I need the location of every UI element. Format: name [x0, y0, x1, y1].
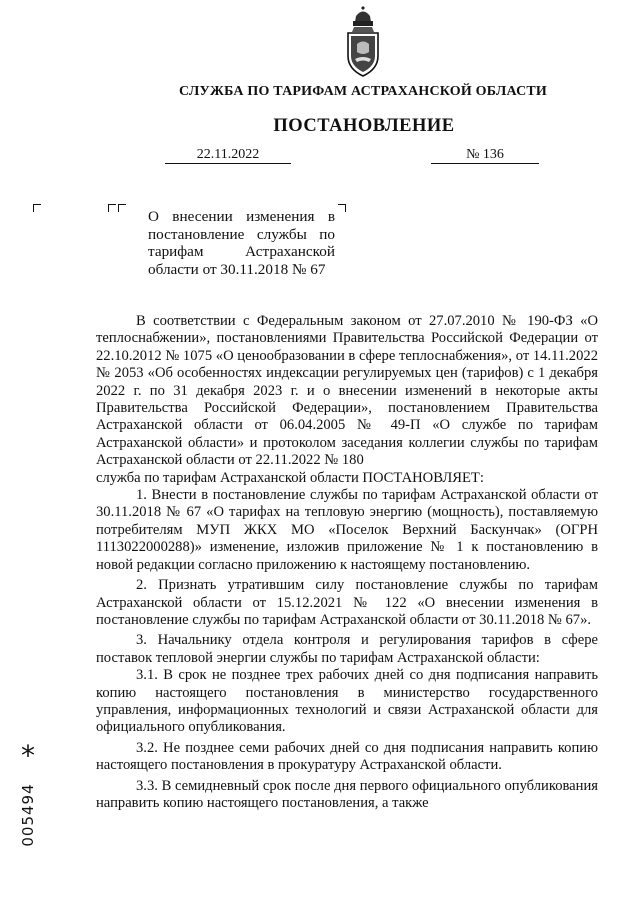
clause-3: 3. Начальнику отдела контроля и регулирования тарифов в сфере поставок тепловой энергии службы по тарифам Астраханской области: — [96, 632, 598, 666]
clause-1: 1. Внести в постановление службы по тарифам Астраханской области от 30.11.2018 № 67 «О тарифах на тепловую энергию (мощность), поставляемую потребителям МУП ЖКХ МО «Поселок Верхний Баскунчак» (ОГРН 1113022000288)» изменение, изложив приложение № 1 к постановлению в новой редакции согласно приложению к настоящему постановлению. — [96, 487, 598, 573]
margin-star: * — [21, 739, 35, 772]
clause-3-3: 3.3. В семидневный срок после дня первого официального опубликования направить копию настоящего постановления, а также — [96, 777, 598, 811]
document-number: № 136 — [431, 147, 539, 164]
margin-serial-code: 005494 — [19, 783, 37, 847]
corner-mark — [33, 204, 41, 212]
clause-3-2: 3.2. Не позднее семи рабочих дней со дня подписания направить копию настоящего постановления в прокуратуру Астраханской области. — [96, 739, 598, 774]
document-body — [96, 313, 598, 812]
clause-3-1: 3.1. В срок не позднее трех рабочих дней со дня подписания направить копию настоящего постановления в министерство государственного управления, информационных технологий и связи Астраханской области для официального опубликования. — [96, 667, 598, 736]
corner-mark — [108, 204, 116, 212]
preamble-paragraph: В соответствии с Федеральным законом от 27.07.2010 № 190-ФЗ «О теплоснабжении», постановлениями Правительства Российской Федерации от 22.10.2012 № 1075 «О ценообразовании в сфере теплоснабжения», от 14.11.2022 № 2053 «Об особенностях индексации регулируемых цен (тарифов) с 1 декабря 2022 г. по 31 декабря 2023 г. и о внесении изменений в некоторые акты Правительства Российской Федерации», постановлением Правительства Астраханской области от 06.04.2005 № 49-П «О службе по тарифам Астраханской области» и протоколом заседания коллегии службы по тарифам Астраханской области от 22.11.2022 № 180 — [96, 313, 598, 469]
corner-mark — [338, 204, 346, 212]
organization-name: СЛУЖБА ПО ТАРИФАМ АСТРАХАНСКОЙ ОБЛАСТИ — [178, 84, 548, 99]
corner-mark — [118, 204, 126, 212]
resolution-line: служба по тарифам Астраханской области ПОСТАНОВЛЯЕТ: — [96, 469, 484, 486]
document-date: 22.11.2022 — [165, 147, 291, 164]
document-title: О внесении изменения в постановление службы по тарифам Астраханской области от 30.11.2018 № 67 — [148, 208, 335, 278]
clause-2: 2. Признать утратившим силу постановление службы по тарифам Астраханской области от 15.12.2021 № 122 «О внесении изменения в постановление службы по тарифам Астраханской области от 30.11.2018 № 67». — [96, 577, 598, 628]
document-type: ПОСТАНОВЛЕНИЕ — [273, 116, 455, 136]
coat-of-arms-icon — [341, 6, 385, 78]
